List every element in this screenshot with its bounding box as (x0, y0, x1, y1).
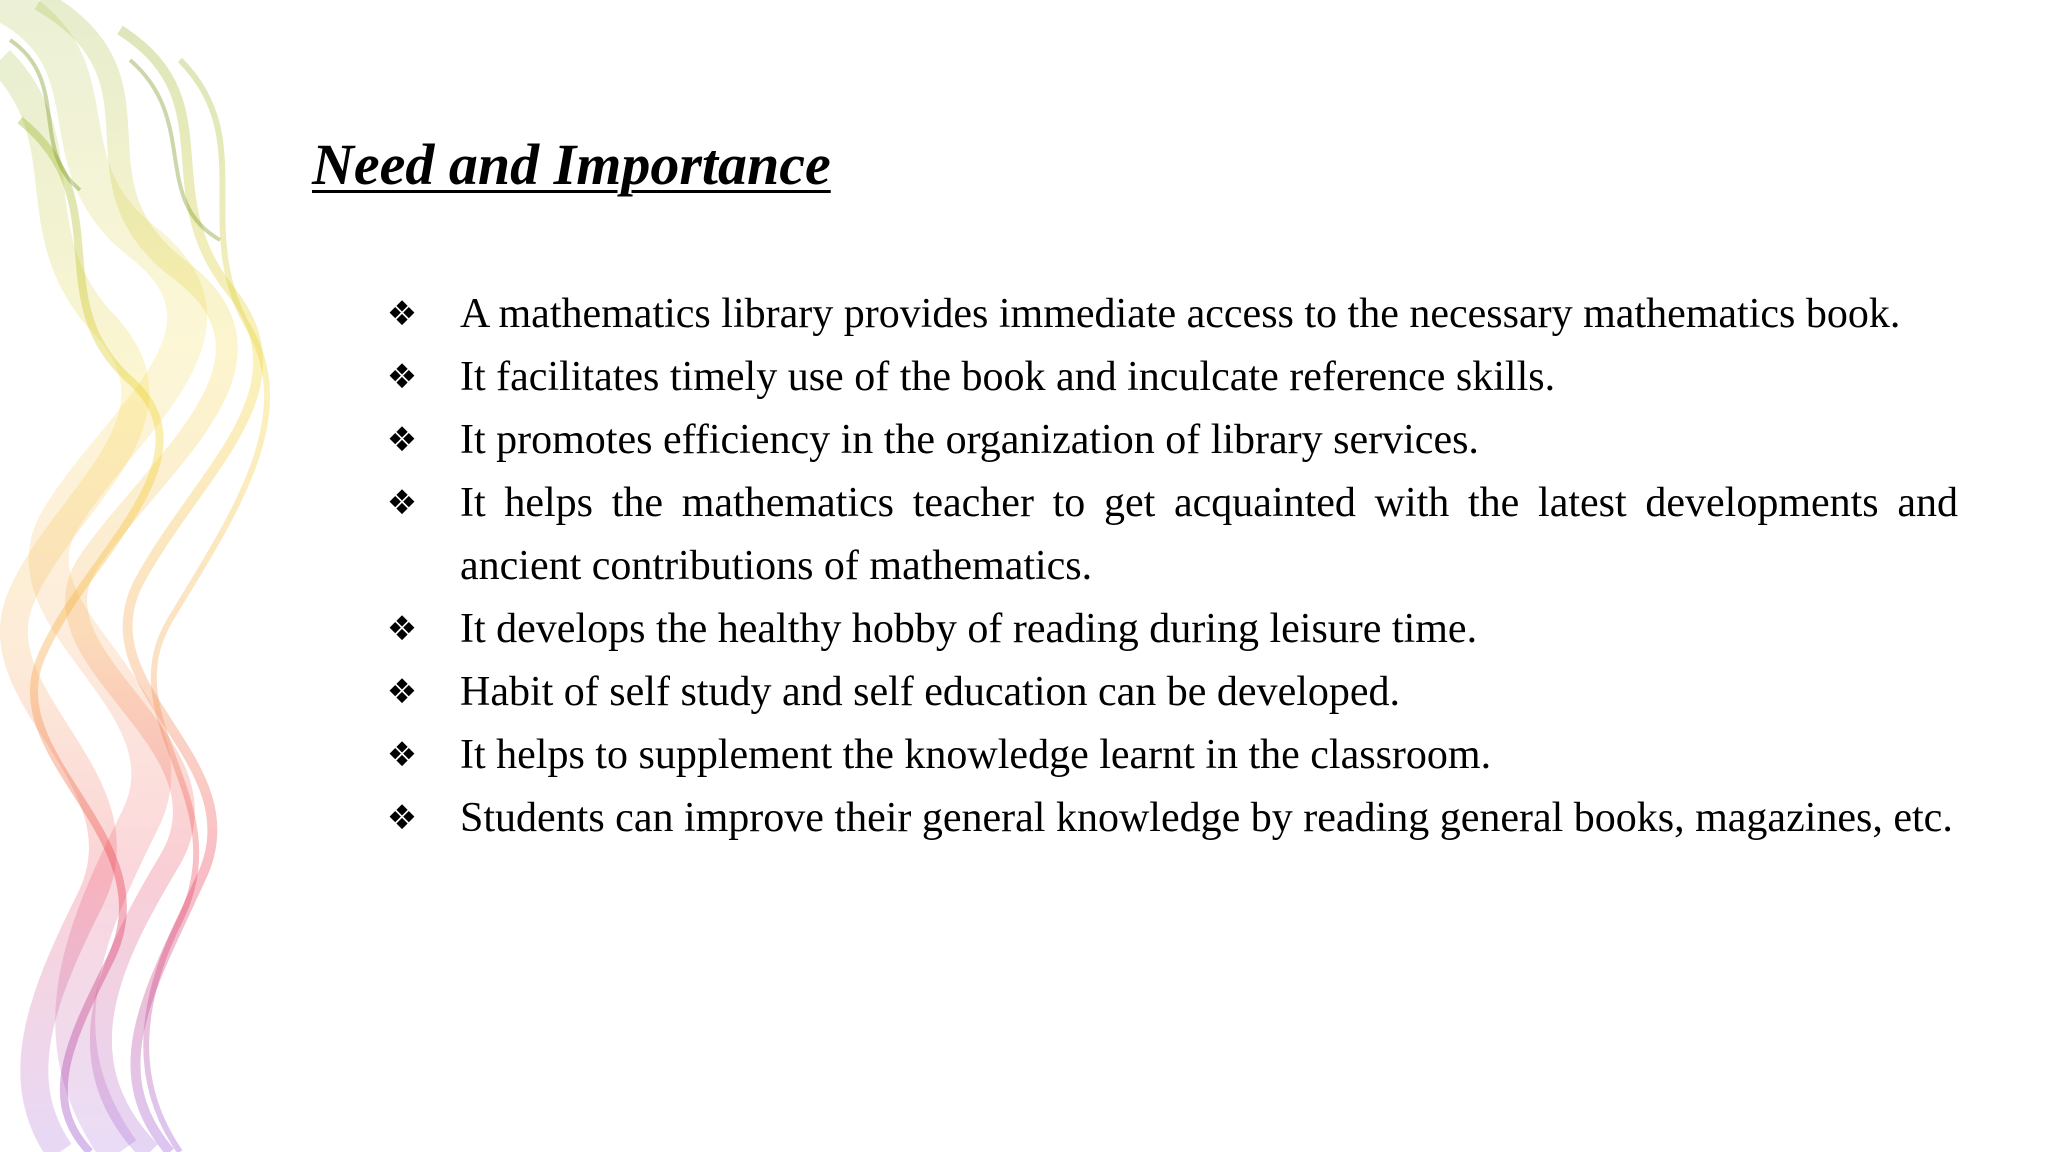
list-item-text: It promotes efficiency in the organization of library services. (460, 417, 1479, 463)
decorative-wave-graphic (0, 0, 340, 1152)
four-diamond-bullet-icon: ❖ (386, 294, 418, 334)
list-item (380, 661, 1958, 724)
four-diamond-bullet-icon: ❖ (386, 357, 418, 397)
bullet-list (380, 283, 1958, 850)
list-item (380, 283, 1958, 346)
list-item (380, 409, 1958, 472)
four-diamond-bullet-icon: ❖ (386, 609, 418, 649)
slide-title: Need and Importance (312, 132, 831, 197)
list-item (380, 724, 1958, 787)
list-item-text: It facilitates timely use of the book and inculcate reference skills. (460, 354, 1556, 400)
four-diamond-bullet-icon: ❖ (386, 735, 418, 775)
four-diamond-bullet-icon: ❖ (386, 420, 418, 460)
list-item-text: A mathematics library provides immediate access to the necessary mathematics book. (460, 291, 1901, 337)
list-item (380, 472, 1958, 598)
list-item (380, 787, 1958, 850)
list-item-text: It develops the healthy hobby of reading during leisure time. (460, 606, 1478, 652)
four-diamond-bullet-icon: ❖ (386, 798, 418, 838)
list-item-text: Habit of self study and self education can be developed. (460, 669, 1401, 715)
four-diamond-bullet-icon: ❖ (386, 483, 418, 523)
list-item-text: It helps the mathematics teacher to get acquainted with the latest developments and ancient contributions of mathematics. (460, 480, 1958, 589)
list-item (380, 346, 1958, 409)
list-item-text: It helps to supplement the knowledge learnt in the classroom. (460, 732, 1492, 778)
list-item-text: Students can improve their general knowledge by reading general books, magazines, etc. (460, 795, 1953, 841)
four-diamond-bullet-icon: ❖ (386, 672, 418, 712)
list-item (380, 598, 1958, 661)
